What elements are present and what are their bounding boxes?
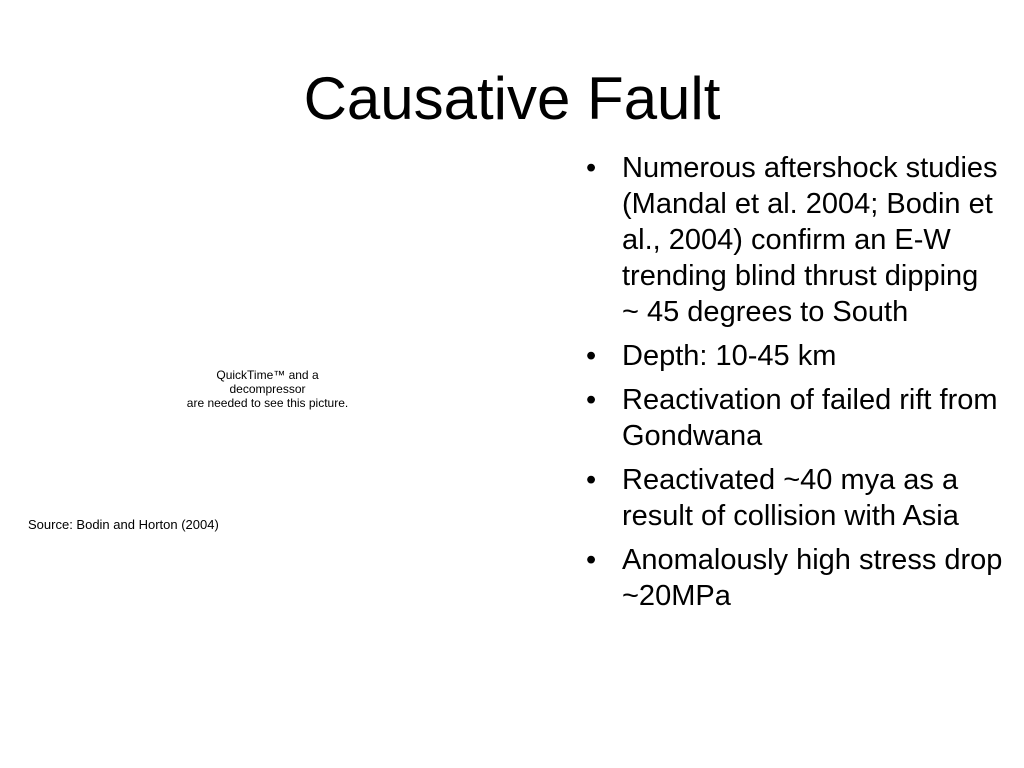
bullet-icon: • xyxy=(586,152,597,184)
bullet-icon: • xyxy=(586,340,597,372)
image-placeholder-line: are needed to see this picture. xyxy=(186,396,349,410)
bullet-item xyxy=(578,542,1003,614)
bullet-list xyxy=(578,150,1003,622)
bullet-item xyxy=(578,462,1003,534)
bullet-text: Reactivation of failed rift from Gondwana xyxy=(622,384,998,452)
bullet-text: Depth: 10-45 km xyxy=(622,340,837,372)
bullet-icon: • xyxy=(586,464,597,496)
image-placeholder xyxy=(160,368,375,410)
source-caption: Source: Bodin and Horton (2004) xyxy=(28,517,219,532)
bullet-text: Reactivated ~40 mya as a result of collision with Asia xyxy=(622,464,959,532)
bullet-text: Numerous aftershock studies (Mandal et al. 2004; Bodin et al., 2004) confirm an E-W trending blind thrust dipping ~ 45 degrees to South xyxy=(622,152,998,328)
bullet-icon: • xyxy=(586,544,597,576)
bullet-item xyxy=(578,382,1003,454)
bullet-text: Anomalously high stress drop ~20MPa xyxy=(622,544,1003,612)
image-placeholder-line: QuickTime™ and a xyxy=(216,368,319,382)
bullet-item xyxy=(578,150,1003,330)
slide-title: Causative Fault xyxy=(303,65,721,132)
image-placeholder-line: decompressor xyxy=(229,382,306,396)
bullet-icon: • xyxy=(586,384,597,416)
bullet-item xyxy=(578,338,1003,374)
